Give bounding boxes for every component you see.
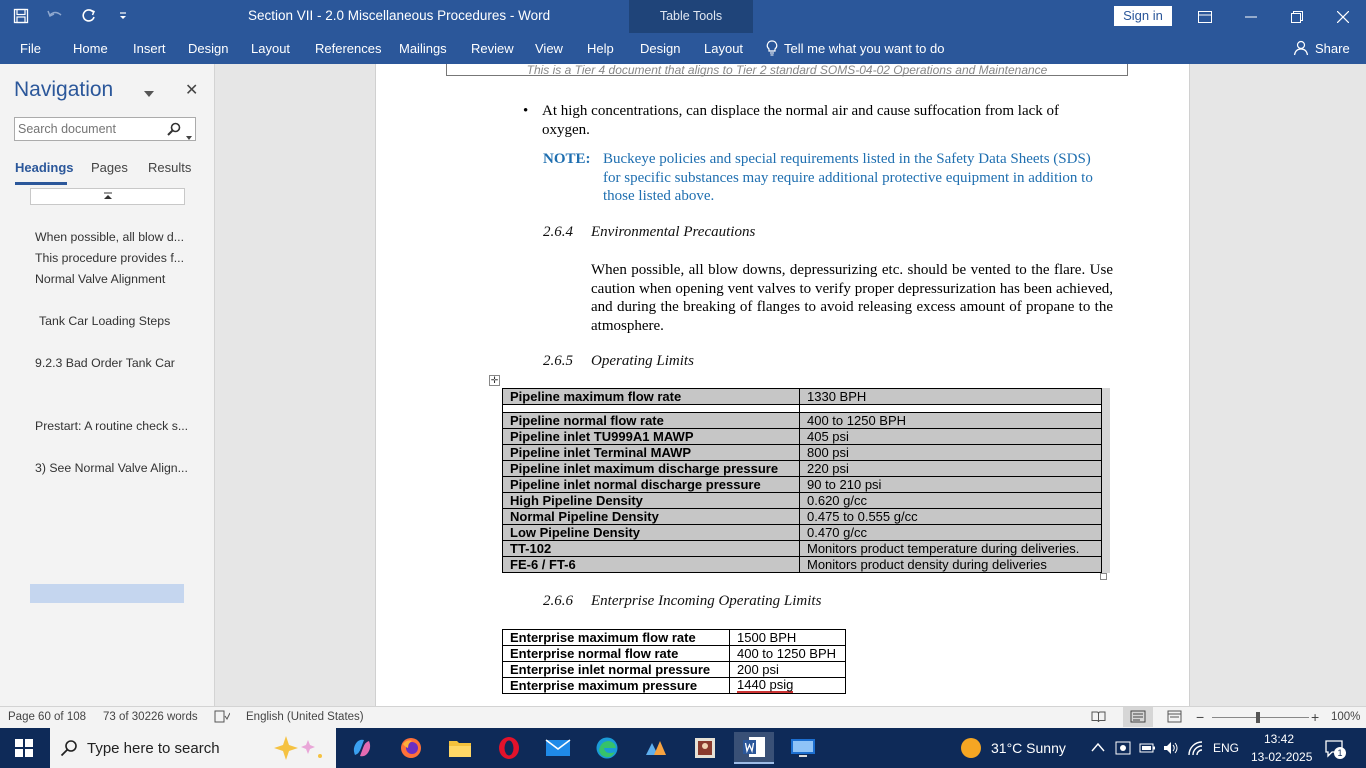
heading-text: Enterprise Incoming Operating Limits <box>591 593 822 609</box>
copilot-icon[interactable] <box>342 732 382 764</box>
table-row <box>503 413 1102 429</box>
pane-options-icon[interactable] <box>144 84 154 102</box>
taskbar-search-placeholder: Type here to search <box>87 740 220 757</box>
document-page[interactable] <box>375 64 1190 706</box>
proofing-icon[interactable] <box>214 710 230 726</box>
table-cell-label[interactable]: Enterprise normal flow rate <box>503 646 730 662</box>
table-row <box>503 389 1102 405</box>
environmental-paragraph: When possible, all blow downs, depressurizing etc. should be vented to the flare. Use caution when opening vent valves to verify proper depressurization has been achieved, and during the breaking of flanges to avoid releasing excess amount of propane to the atmosphere. <box>591 262 1113 334</box>
clock-time[interactable]: 13:42 <box>1264 732 1295 746</box>
table-cell-empty[interactable] <box>503 405 800 413</box>
heading-text: Operating Limits <box>591 353 694 369</box>
lightbulb-icon <box>766 40 778 56</box>
document-title: Section VII - 2.0 Miscellaneous Procedures - Word <box>248 8 551 23</box>
table-row <box>503 509 1102 525</box>
collapse-all-button[interactable] <box>30 188 185 205</box>
table-row <box>503 429 1102 445</box>
table-cell-value[interactable]: 800 psi <box>800 445 1102 461</box>
table-row <box>503 493 1102 509</box>
table-cell-value[interactable]: 400 to 1250 BPH <box>800 413 1102 429</box>
share-label: Share <box>1315 40 1350 56</box>
heading-item[interactable]: Prestart: A routine check s... <box>35 419 189 433</box>
search-icon <box>60 739 78 757</box>
table-row <box>503 477 1102 493</box>
table-cell-empty[interactable] <box>800 405 1102 413</box>
redo-icon[interactable] <box>76 4 102 28</box>
spelling-flagged-value[interactable]: 1440 psig <box>737 677 794 692</box>
operating-limits-table[interactable] <box>502 388 1102 573</box>
table-row <box>503 525 1102 541</box>
chevron-up-icon[interactable] <box>1091 742 1105 752</box>
table-resize-handle-icon[interactable] <box>1100 573 1107 580</box>
tab-file[interactable]: File <box>20 41 41 56</box>
search-highlight-icon <box>266 734 326 762</box>
table-cell-value[interactable]: 220 psi <box>800 461 1102 477</box>
taskbar <box>0 728 1366 768</box>
zoom-out-icon[interactable]: − <box>1196 709 1205 725</box>
tab-results[interactable]: Results <box>148 160 192 175</box>
table-cell-label[interactable]: TT-102 <box>503 541 800 557</box>
table-row <box>503 557 1102 573</box>
heading-number: 2.6.5 <box>543 353 573 369</box>
weather-sun-icon[interactable] <box>960 737 982 759</box>
volume-icon[interactable] <box>1163 740 1179 756</box>
opera-icon[interactable] <box>489 732 529 764</box>
tab-mailings[interactable]: Mailings <box>399 41 447 56</box>
collapse-up-icon <box>31 189 186 204</box>
weather-app-icon[interactable] <box>636 732 676 764</box>
tab-table-layout[interactable]: Layout <box>704 41 744 56</box>
table-cell-value[interactable]: Monitors product density during deliveries <box>800 557 1102 573</box>
bullet-icon: • <box>523 103 529 119</box>
tab-view[interactable]: View <box>535 41 563 56</box>
heading-text: Environmental Precautions <box>591 224 756 240</box>
quick-access-toolbar <box>8 4 136 28</box>
heading-item[interactable]: 3) See Normal Valve Align... <box>35 461 188 475</box>
table-row-empty <box>503 405 1102 413</box>
word-count[interactable]: 73 of 30226 words <box>103 711 198 723</box>
tab-layout[interactable]: Layout <box>251 41 291 56</box>
heading-item[interactable]: Normal Valve Alignment <box>35 272 166 286</box>
table-cell-value[interactable]: 0.470 g/cc <box>800 525 1102 541</box>
title-bar <box>0 0 1366 33</box>
person-icon <box>1293 40 1309 56</box>
table-move-handle-icon[interactable]: ✛ <box>490 375 499 385</box>
remote-desktop-icon[interactable] <box>783 732 823 764</box>
table-cell-label[interactable]: Pipeline inlet normal discharge pressure <box>503 477 800 493</box>
heading-number: 2.6.6 <box>543 593 573 609</box>
pane-close-icon[interactable]: ✕ <box>185 82 199 99</box>
tab-table-design[interactable]: Design <box>640 41 681 56</box>
table-row <box>503 678 846 694</box>
edge-icon[interactable] <box>587 732 627 764</box>
bullet-text: At high concentrations, can displace the normal air and cause suffocation from lack of oxygen. <box>542 103 1060 138</box>
table-cell-label[interactable]: FE-6 / FT-6 <box>503 557 800 573</box>
photo-app-icon[interactable] <box>685 732 725 764</box>
heading-item[interactable]: When possible, all blow d... <box>35 230 185 244</box>
table-cell-value[interactable]: 0.475 to 0.555 g/cc <box>800 509 1102 525</box>
heading-environmental-precautions <box>543 224 755 241</box>
firefox-icon[interactable] <box>391 732 431 764</box>
navigation-pane <box>0 64 215 706</box>
web-layout-icon[interactable] <box>1167 710 1182 726</box>
table-cell-value[interactable]: 90 to 210 psi <box>800 477 1102 493</box>
enterprise-limits-table[interactable] <box>502 629 846 694</box>
table-cell-value[interactable]: 400 to 1250 BPH <box>730 646 846 662</box>
share-button[interactable] <box>1293 40 1350 56</box>
chevron-down-icon[interactable] <box>186 127 192 145</box>
minimize-icon[interactable] <box>1228 0 1274 33</box>
undo-icon[interactable] <box>42 4 68 28</box>
search-icon[interactable] <box>167 122 181 141</box>
mail-icon[interactable] <box>538 732 578 764</box>
tab-insert[interactable]: Insert <box>133 41 166 56</box>
heading-enterprise-limits <box>543 593 821 610</box>
table-cell-label[interactable]: Pipeline maximum flow rate <box>503 389 800 405</box>
tell-me-label: Tell me what you want to do <box>784 40 945 56</box>
table-cell-label[interactable]: Enterprise inlet normal pressure <box>503 662 730 678</box>
table-cell-label[interactable]: Pipeline inlet TU999A1 MAWP <box>503 429 800 445</box>
note-text: Buckeye policies and special requirements listed in the Safety Data Sheets (SDS) for specific substances may require additional protective equipment in addition to those listed above. <box>603 151 1093 204</box>
clock-date[interactable]: 13-02-2025 <box>1251 750 1313 764</box>
table-cell-label[interactable]: Low Pipeline Density <box>503 525 800 541</box>
battery-icon[interactable] <box>1139 741 1155 755</box>
current-position-highlight[interactable] <box>30 584 184 603</box>
table-cell-label[interactable]: Enterprise maximum pressure <box>503 678 730 694</box>
search-document-box[interactable] <box>14 117 196 141</box>
table-cell-label[interactable]: High Pipeline Density <box>503 493 800 509</box>
table-cell-value[interactable] <box>730 678 846 694</box>
table-cell-value[interactable]: 200 psi <box>730 662 846 678</box>
print-layout-icon[interactable] <box>1123 707 1153 727</box>
table-row <box>503 646 846 662</box>
table-cell-value[interactable]: 1330 BPH <box>800 389 1102 405</box>
table-tools-label: Table Tools <box>659 9 723 23</box>
file-explorer-icon[interactable] <box>440 732 480 764</box>
windows-start-icon[interactable] <box>4 732 44 764</box>
bullet-item <box>523 102 1102 140</box>
table-cell-value[interactable]: 0.620 g/cc <box>800 493 1102 509</box>
table-cell-label[interactable]: Pipeline inlet maximum discharge pressure <box>503 461 800 477</box>
zoom-slider-thumb[interactable] <box>1256 712 1260 723</box>
table-cell-value[interactable]: 1500 BPH <box>730 630 846 646</box>
heading-item[interactable]: This procedure provides f... <box>35 251 184 265</box>
table-row <box>503 541 1102 557</box>
sign-in-button[interactable]: Sign in <box>1114 6 1172 26</box>
table-row <box>503 445 1102 461</box>
weather-text[interactable]: 31°C Sunny <box>991 740 1066 756</box>
table-cell-label[interactable]: Pipeline inlet Terminal MAWP <box>503 445 800 461</box>
heading-operating-limits <box>543 353 694 370</box>
zoom-in-icon[interactable]: + <box>1311 709 1320 725</box>
note-label: NOTE: <box>543 151 591 167</box>
table-row <box>503 461 1102 477</box>
close-icon[interactable] <box>1320 0 1366 33</box>
active-tab-indicator <box>15 182 67 185</box>
ribbon-tabs <box>0 33 1366 64</box>
table-cell-label[interactable]: Normal Pipeline Density <box>503 509 800 525</box>
tab-headings[interactable]: Headings <box>15 160 74 175</box>
taskbar-search-box[interactable] <box>50 728 336 768</box>
heading-number: 2.6.4 <box>543 224 573 240</box>
customize-qat-icon[interactable] <box>110 4 136 28</box>
read-mode-icon[interactable] <box>1091 710 1106 726</box>
language-indicator[interactable]: English (United States) <box>246 711 364 723</box>
heading-item[interactable]: 9.2.3 Bad Order Tank Car <box>35 356 175 370</box>
notification-center-icon[interactable] <box>1325 740 1345 763</box>
meet-now-icon[interactable] <box>1115 740 1131 756</box>
restore-icon[interactable] <box>1274 0 1320 33</box>
table-row <box>503 630 846 646</box>
ribbon-display-options-icon[interactable] <box>1182 0 1228 33</box>
table-selection-edge <box>1102 388 1110 573</box>
save-icon[interactable] <box>8 4 34 28</box>
tab-design[interactable]: Design <box>188 41 229 56</box>
table-cell-label[interactable]: Enterprise maximum flow rate <box>503 630 730 646</box>
navigation-title: Navigation <box>14 78 114 101</box>
heading-item[interactable]: Tank Car Loading Steps <box>39 314 171 328</box>
zoom-level[interactable]: 100% <box>1331 711 1361 723</box>
tab-references[interactable]: References <box>315 41 382 56</box>
search-document-input[interactable] <box>15 118 155 140</box>
notification-count: 1 <box>1334 747 1346 759</box>
table-cell-label[interactable]: Pipeline normal flow rate <box>503 413 800 429</box>
page-count[interactable]: Page 60 of 108 <box>8 711 87 723</box>
table-cell-value[interactable]: Monitors product temperature during deliveries. <box>800 541 1102 557</box>
tab-pages[interactable]: Pages <box>91 160 128 175</box>
tell-me-search[interactable] <box>766 40 944 56</box>
input-language[interactable]: ENG <box>1213 741 1240 755</box>
page-header-box: This is a Tier 4 document that aligns to Tier 2 standard SOMS-04-02 Operations and Maintenance <box>446 64 1128 76</box>
word-icon[interactable] <box>734 732 774 764</box>
tab-review[interactable]: Review <box>471 41 514 56</box>
wifi-icon[interactable] <box>1187 740 1205 756</box>
table-cell-value[interactable]: 405 psi <box>800 429 1102 445</box>
tab-home[interactable]: Home <box>73 41 108 56</box>
document-area <box>216 64 1366 706</box>
tab-help[interactable]: Help <box>587 41 614 56</box>
zoom-slider-track[interactable] <box>1212 717 1309 718</box>
status-bar <box>0 706 1366 728</box>
table-row <box>503 662 846 678</box>
